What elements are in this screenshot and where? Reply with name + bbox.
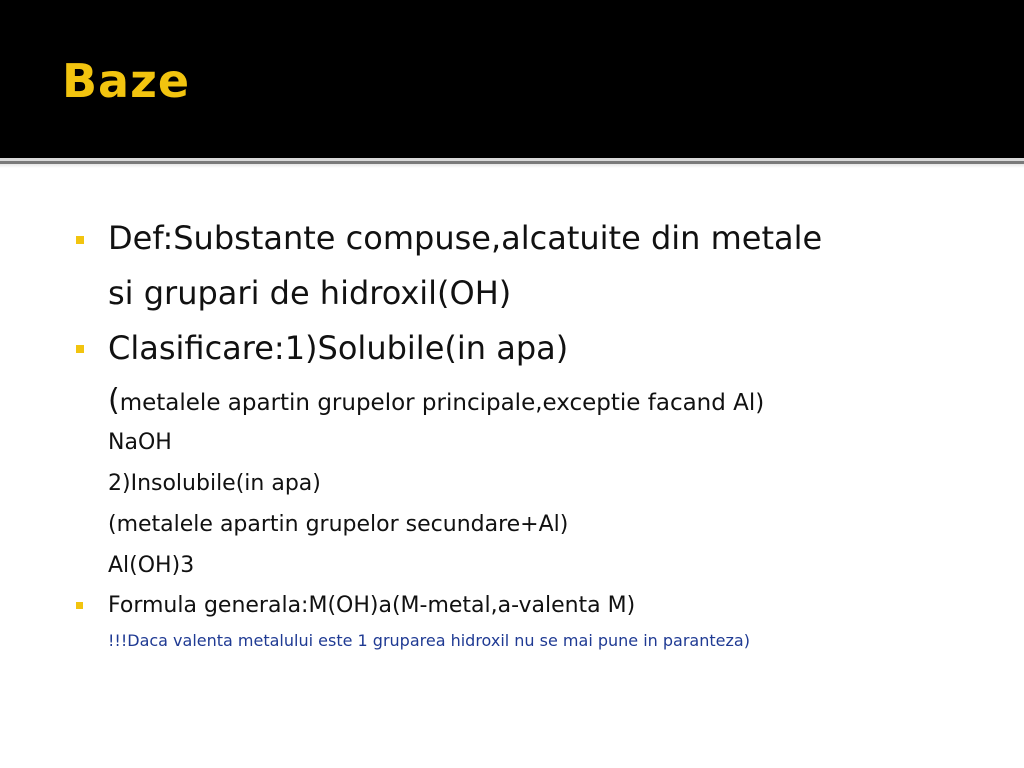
soluble-example: NaOH [108,430,172,455]
insoluble-example: Al(OH)3 [108,553,195,578]
soluble-note-open-paren: ( [108,383,120,418]
definition-line-1: Def:Substante compuse,alcatuite din metale [108,219,823,257]
soluble-note-text: metalele apartin grupelor principale,exceptie facand Al) [119,390,765,416]
classification-line: Clasificare:1)Solubile(in apa) [108,329,569,367]
insoluble-heading: 2)Insolubile(in apa) [108,471,321,496]
bullet-marker-definition [76,236,84,244]
soluble-note-line [108,383,765,418]
bullet-marker-formula [76,602,83,609]
definition-line-2: si grupari de hidroxil(OH) [108,274,512,312]
insoluble-note: (metalele apartin grupelor secundare+Al) [108,512,569,537]
bullet-marker-classification [76,345,84,353]
formula-line: Formula generala:M(OH)a(M-metal,a-valenta M) [108,593,636,618]
formula-note: !!!Daca valenta metalului este 1 gruparea hidroxil nu se mai pune in paranteza) [108,631,750,650]
slide-title: Baze [62,54,191,108]
